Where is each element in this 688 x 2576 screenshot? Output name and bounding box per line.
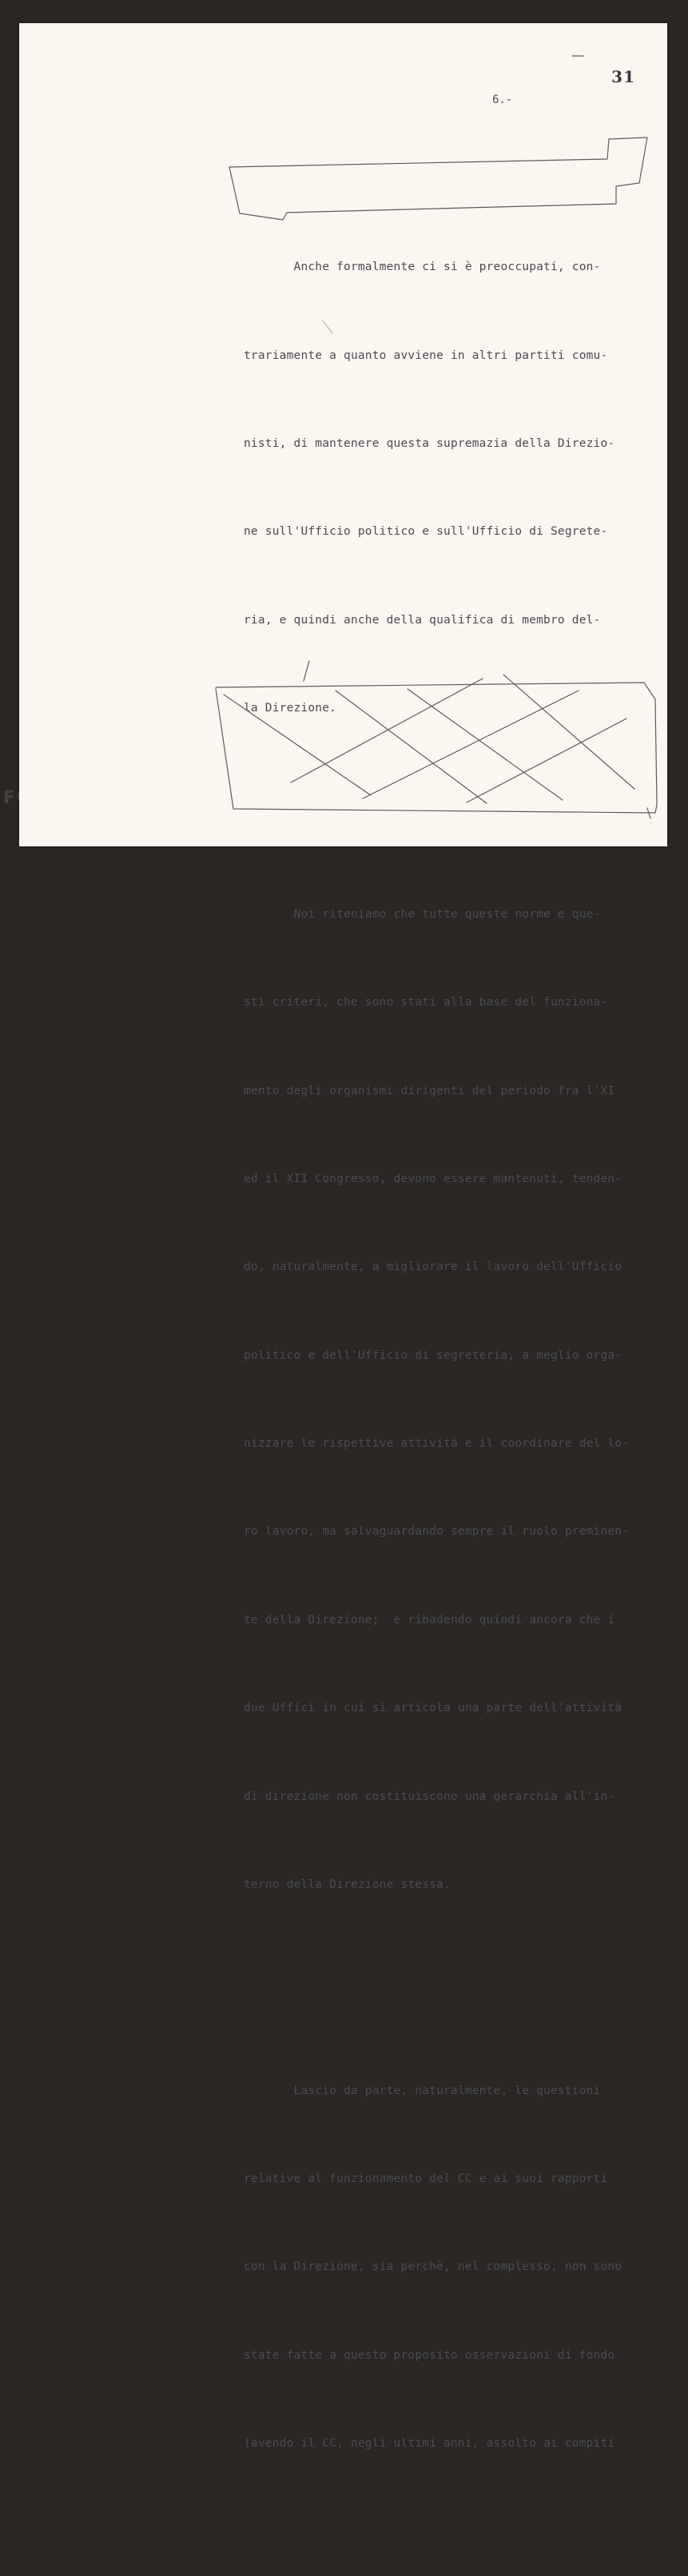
text-line: (avendo il CC, negli ultimi anni, assolto ai compiti bbox=[244, 2437, 615, 2451]
pencil-bracket bbox=[229, 137, 647, 220]
text-line: terno della Direzione stessa. bbox=[244, 1878, 451, 1892]
text-line: ria, e quindi anche della qualifica di membro del- bbox=[244, 613, 601, 627]
text-line: Anche formalmente ci si è preoccupati, con- bbox=[244, 261, 601, 274]
text-line: ed il XII Congresso, devono essere mantenuti, tenden- bbox=[244, 1172, 622, 1185]
text-line: di direzione non costituiscono una gerarchia all'in- bbox=[244, 1790, 615, 1803]
pencil-strike bbox=[224, 695, 371, 795]
text-line: ro lavoro, ma salvaguardando sempre il ruolo preminen- bbox=[244, 1525, 630, 1539]
text-line: con la Direzione, sia perchè, nel complesso, non sono bbox=[244, 2260, 622, 2274]
text-line: ne sull'Ufficio politico e sull'Ufficio di Segrete- bbox=[244, 525, 608, 539]
paragraph-3 bbox=[244, 2017, 643, 2518]
text-line: politico e dell'Ufficio di segreteria, a meglio orga- bbox=[244, 1348, 622, 1362]
text-line: do, naturalmente, a migliorare il lavoro dell'Ufficio bbox=[244, 1260, 622, 1274]
watermark-line-1: FONDAZIONE bbox=[3, 788, 150, 808]
document-page bbox=[19, 23, 667, 2451]
text-line: te della Direzione; e ribadendo quindi ancora che i bbox=[244, 1613, 615, 1626]
text-line: sti criteri, che sono stati alla base del funziona- bbox=[244, 996, 608, 1009]
sheet-number: 6.- bbox=[492, 94, 513, 106]
text-line: trariamente a quanto avviene in altri partiti comu- bbox=[244, 348, 608, 362]
text-line: due Uffici in cui si articola una parte dell'attività bbox=[244, 1702, 622, 1715]
text-line: nisti, di mantenere questa supremazia della Direzio- bbox=[244, 436, 615, 450]
text-line: mento degli organismi dirigenti del periodo fra l'XI bbox=[244, 1084, 615, 1097]
watermark-logo bbox=[3, 790, 153, 825]
pencil-strike bbox=[363, 691, 579, 798]
pencil-annotations bbox=[19, 23, 667, 846]
pencil-mark bbox=[323, 321, 332, 333]
text-line: Lascio da parte, naturalmente, le questioni bbox=[244, 2084, 601, 2097]
watermark-line-2: GRAMSCI bbox=[51, 806, 154, 826]
paragraph-2 bbox=[244, 841, 643, 1958]
pencil-strike bbox=[291, 679, 483, 782]
text-line: state fatte a questo proposito osservazioni di fondo bbox=[244, 2348, 615, 2362]
text-line: Noi riteniamo che tutte queste norme e que- bbox=[244, 907, 601, 921]
text-line: la Direzione. bbox=[244, 702, 337, 715]
page-number: 31 bbox=[611, 67, 635, 86]
text-line: relative al funzionamento del CC e ai suoi rapporti bbox=[244, 2172, 608, 2185]
text-line: nizzare le rispettive attività e il coordinare del lo- bbox=[244, 1437, 630, 1451]
